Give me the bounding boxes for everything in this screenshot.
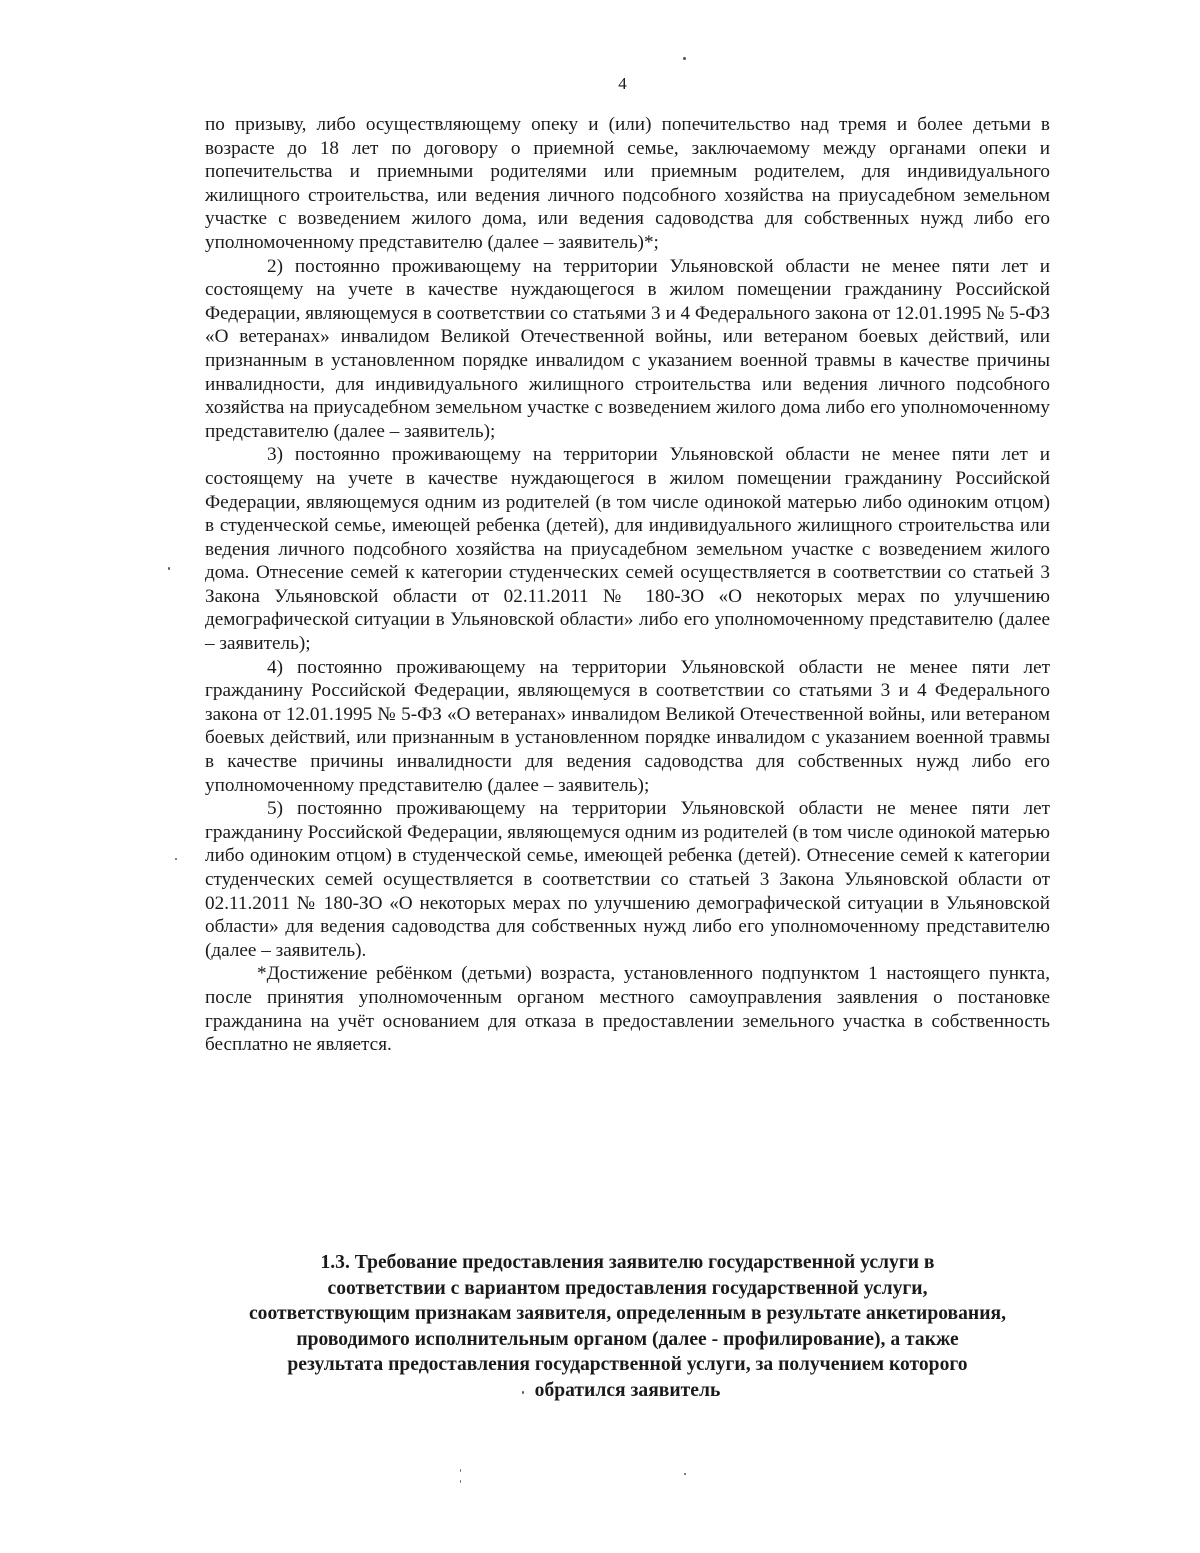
- scan-speck: [168, 567, 170, 570]
- scan-speck: [684, 1473, 686, 1475]
- section-heading-line: проводимого исполнительным органом (далее - профилирование), а также: [296, 1328, 959, 1350]
- scan-speck: [175, 858, 177, 860]
- scan-speck: [460, 1480, 461, 1483]
- section-heading: [205, 1250, 1050, 1404]
- paragraph-item-3: 3) постоянно проживающему на территории Ульяновской области не менее пяти лет и состоящему на учете в качестве нуждающегося в жилом помещении гражданину Российской Федерации, являющемуся одним из родителей (в том числе одинокой матерью либо одиноким отцом) в студенческой семье, имеющей ребенка (детей), для индивидуального жилищного строительства или ведения личного подсобного хозяйства на приусадебном земельном участке с возведением жилого дома. Отнесение семей к категории студенческих семей осуществляется в соответствии со статьей 3 Закона Ульяновской области от 02.11.2011 № 180-ЗО «О некоторых мерах по улучшению демографической ситуации в Ульяновской области» либо его уполномоченному представителю (далее – заявитель);: [205, 444, 1050, 655]
- paragraph-item-4: 4) постоянно проживающему на территории Ульяновской области не менее пяти лет гражданину Российской Федерации, являющемуся в соответствии со статьями 3 и 4 Федерального закона от 12.01.1995 № 5-ФЗ «О ветеранах» инвалидом Великой Отечественной войны, или ветераном боевых действий, или признанным в установленном порядке инвалидом с указанием военной травмы в качестве причины инвалидности для ведения садоводства для собственных нужд либо его уполномоченному представителю (далее – заявитель);: [205, 656, 1050, 796]
- paragraph-continuation: по призыву, либо осуществляющему опеку и (или) попечительство над тремя и более детьми в возрасте до 18 лет по договору о приемной семье, заключаемому между органами опеки и попечительства и приемными родителями или приемным родителем, для индивидуального жилищного строительства, или ведения личного подсобного хозяйства на приусадебном земельном участке с возведением жилого дома, или ведения садоводства для собственных нужд либо его уполномоченному представителю (далее – заявитель)*;: [205, 114, 1050, 253]
- section-heading-line: 1.3. Требование предоставления заявителю государственной услуги в: [320, 1252, 935, 1273]
- paragraph-item-2: 2) постоянно проживающему на территории Ульяновской области не менее пяти лет и состоящему на учете в качестве нуждающегося в жилом помещении гражданину Российской Федерации, являющемуся в соответствии со статьями 3 и 4 Федерального закона от 12.01.1995 № 5-ФЗ «О ветеранах» инвалидом Великой Отечественной войны, или ветераном боевых действий, или признанным в установленном порядке инвалидом с указанием военной травмы в качестве причины инвалидности, для индивидуального жилищного строительства или ведения личного подсобного хозяйства на приусадебном земельном участке с возведением жилого дома либо его уполномоченному представителю (далее – заявитель);: [205, 255, 1050, 442]
- section-heading-line: соответствии с вариантом предоставления государственной услуги,: [327, 1277, 928, 1299]
- section-heading-line: обратился заявитель: [534, 1379, 721, 1401]
- document-body: [205, 113, 1050, 1057]
- page-number: 4: [618, 74, 627, 93]
- scan-speck: [460, 1469, 461, 1472]
- section-heading-line: соответствующим признакам заявителя, определенным в результате анкетирования,: [248, 1303, 1007, 1325]
- paragraph-footnote: *Достижение ребёнком (детьми) возраста, установленного подпунктом 1 настоящего пункта, после принятия уполномоченным органом местного самоуправления заявления о постановке гражданина на учёт основанием для отказа в предоставлении земельного участка в собственность бесплатно не является.: [205, 963, 1050, 1056]
- scan-speck: [522, 1391, 524, 1394]
- scan-speck: [683, 57, 686, 60]
- section-heading-line: результата предоставления государственной услуги, за получением которого: [287, 1354, 968, 1376]
- paragraph-item-5: 5) постоянно проживающему на территории Ульяновской области не менее пяти лет гражданину Российской Федерации, являющемуся одним из родителей (в том числе одинокой матерью либо одиноким отцом) в студенческой семье, имеющей ребенка (детей). Отнесение семей к категории студенческих семей осуществляется в соответствии со статьей 3 Закона Ульяновской области от 02.11.2011 № 180-ЗО «О некоторых мерах по улучшению демографической ситуации в Ульяновской области» для ведения садоводства для собственных нужд либо его уполномоченному представителю (далее – заявитель).: [205, 798, 1050, 961]
